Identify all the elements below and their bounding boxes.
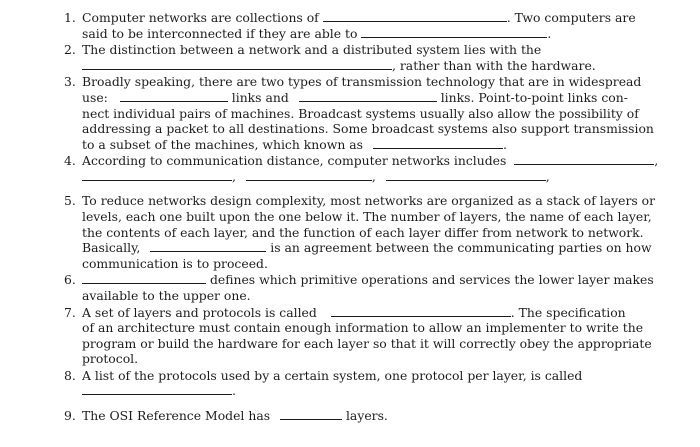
question-5: [64, 193, 656, 271]
answer-blank[interactable]: [120, 90, 228, 102]
question-text-line: defines which primitive operations and services the lower layer makes: [82, 272, 634, 288]
question-text-line: nect individual pairs of machines. Broadcast systems usually also allow the possibility of: [82, 105, 639, 121]
question-8: [64, 368, 634, 402]
question-number: 2.: [64, 42, 76, 58]
question-2: [64, 42, 634, 73]
question-text-line: to a subset of the machines, which known as .: [82, 136, 507, 152]
question-9: [64, 408, 634, 424]
answer-blank[interactable]: [514, 153, 654, 165]
answer-blank[interactable]: [82, 272, 206, 284]
question-number: 9.: [64, 407, 76, 423]
question-text-line: program or build the hardware for each layer so that it will correctly obey the appropriate: [82, 335, 652, 351]
question-number: 4.: [64, 153, 76, 169]
question-number: 6.: [64, 272, 76, 288]
question-text-line: To reduce networks design complexity, most networks are organized as a stack of layers or: [82, 193, 656, 209]
question-text-line: addressing a packet to all destinations. Some broadcast systems also support transmission: [82, 121, 654, 137]
question-number: 3.: [64, 74, 76, 90]
question-text-line: use: links and links. Point-to-point links con-: [82, 89, 628, 105]
question-text-line: According to communication distance, computer networks includes ,: [82, 153, 659, 169]
answer-blank[interactable]: [323, 10, 507, 22]
question-number: 8.: [64, 367, 76, 383]
question-text-line: levels, each one built upon the one below it. The number of layers, the name of each layer,: [82, 208, 652, 224]
answer-blank[interactable]: [82, 58, 392, 70]
question-text-line: of an architecture must contain enough information to allow an implementer to write the: [82, 320, 644, 336]
question-3: [64, 74, 654, 152]
answer-blank[interactable]: [82, 383, 232, 395]
answer-blank[interactable]: [361, 26, 547, 38]
worksheet: [64, 10, 659, 424]
question-1: [64, 10, 634, 41]
answer-blank[interactable]: [280, 408, 342, 420]
question-number: 1.: [64, 10, 76, 25]
question-4: [64, 153, 659, 187]
answer-blank[interactable]: [82, 169, 232, 181]
question-text-line: available to the upper one.: [82, 287, 251, 303]
answer-blank[interactable]: [246, 169, 372, 181]
answer-blank[interactable]: [373, 137, 503, 149]
question-text-line: .: [82, 383, 634, 399]
answer-blank[interactable]: [299, 90, 437, 102]
question-text-line: said to be interconnected if they are able to .: [82, 25, 552, 41]
question-text-line: A set of layers and protocols is called . The specification: [82, 304, 626, 320]
question-text-line: communication is to proceed.: [82, 255, 268, 271]
question-text-line: the contents of each layer, and the function of each layer differ from network to network.: [82, 224, 644, 240]
question-text-line: Computer networks are collections of . Two computers are: [82, 10, 636, 25]
question-number: 5.: [64, 193, 76, 209]
question-text-line: The OSI Reference Model has layers.: [82, 407, 388, 423]
question-number: 7.: [64, 304, 76, 320]
question-text-line: The distinction between a network and a distributed system lies with the: [82, 42, 542, 58]
question-text-line: Broadly speaking, there are two types of transmission technology that are in widespread: [82, 74, 642, 90]
answer-blank[interactable]: [331, 305, 511, 317]
question-text-line: , rather than with the hardware.: [82, 58, 634, 74]
question-6: [64, 272, 654, 303]
answer-blank[interactable]: [150, 240, 266, 252]
answer-blank[interactable]: [386, 169, 546, 181]
question-text-line: , , ,: [82, 169, 634, 185]
question-text-line: Basically, is an agreement between the communicating parties on how: [82, 240, 652, 256]
question-7: [64, 304, 652, 367]
question-text-line: protocol.: [82, 351, 139, 367]
question-text-line: A list of the protocols used by a certain system, one protocol per layer, is called: [82, 367, 583, 383]
